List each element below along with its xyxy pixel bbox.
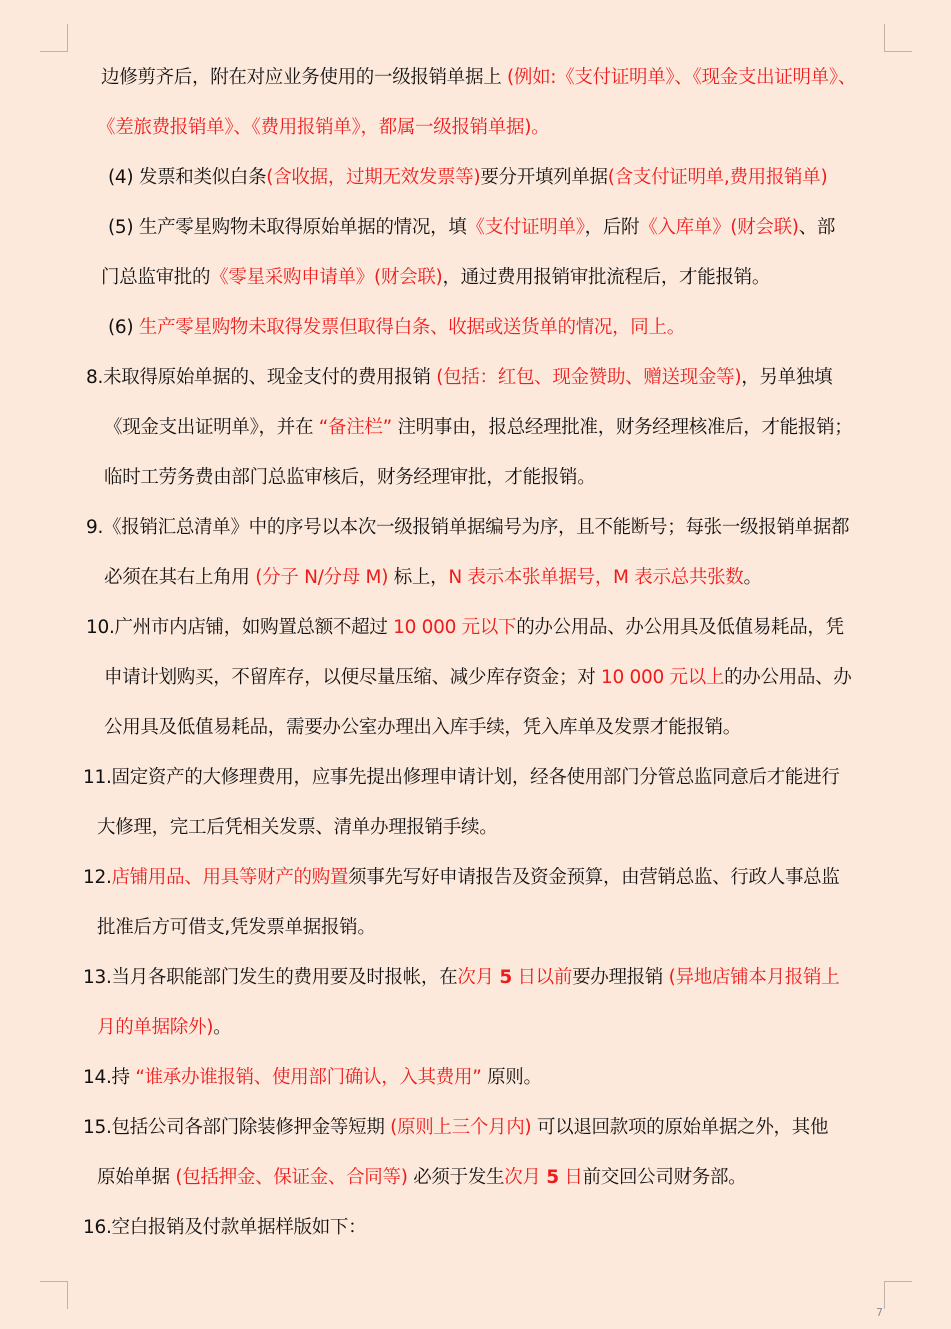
text-line xyxy=(97,1166,746,1190)
body-text: 要分开填列单据 xyxy=(480,167,608,188)
body-text: 10.广州市内店铺，如购置总额不超过 xyxy=(86,617,394,638)
body-text: 前交回公司财务部。 xyxy=(582,1167,747,1188)
highlighted-text: “谁承办谁报销、使用部门确认，入其费用” xyxy=(135,1067,482,1088)
text-line xyxy=(104,416,853,440)
body-text: (4) 发票和类似白条 xyxy=(108,167,267,188)
body-text: 申请计划购买，不留库存，以便尽量压缩、减少库存资金；对 xyxy=(104,667,601,688)
text-line xyxy=(97,816,497,840)
body-text: 大修理，完工后凭相关发票、清单办理报销手续。 xyxy=(97,817,498,838)
highlighted-text: 5 xyxy=(499,967,512,988)
body-text: 12. xyxy=(83,867,112,888)
text-line xyxy=(97,116,549,140)
highlighted-text: 店铺用品、用具等财产的购置 xyxy=(111,867,349,888)
text-line xyxy=(83,1066,542,1090)
body-text: 15.包括公司各部门除装修押金等短期 xyxy=(83,1117,391,1138)
body-text: 11.固定资产的大修理费用，应事先提出修理申请计划，经各使用部门分管总监同意后才能进行 xyxy=(83,767,840,788)
highlighted-text: 次月 xyxy=(457,967,500,988)
text-line xyxy=(101,266,770,290)
highlighted-text: (异地店铺本月报销上 xyxy=(668,967,840,988)
highlighted-text: (包括押金、保证金、合同等) xyxy=(175,1167,408,1188)
body-text: 临时工劳务费由部门总监审核后，财务经理审批，才能报销。 xyxy=(104,467,596,488)
body-text: 批准后方可借支,凭发票单据报销。 xyxy=(97,917,376,938)
highlighted-text: 月的单据除外) xyxy=(97,1017,214,1038)
body-text: ，通过费用报销审批流程后，才能报销。 xyxy=(442,267,771,288)
highlighted-text: 生产零星购物未取得发票但取得白条、收据或送货单的情况，同上。 xyxy=(138,317,685,338)
highlighted-text: 10 000 元以下 xyxy=(393,617,517,638)
highlighted-text: 《差旅费报销单》、《费用报销单》，都属一级报销单据)。 xyxy=(97,117,550,138)
body-text: 可以退回款项的原始单据之外，其他 xyxy=(531,1117,829,1138)
highlighted-text: N 表示本张单据号，M 表示总共张数 xyxy=(448,567,744,588)
text-line xyxy=(83,1116,828,1140)
body-text: 13.当月各职能部门发生的费用要及时报帐，在 xyxy=(83,967,458,988)
body-text: 注明事由，报总经理批准，财务经理核准后，才能报销； xyxy=(391,417,853,438)
text-line xyxy=(101,66,856,90)
text-line xyxy=(104,566,762,590)
text-line xyxy=(97,916,376,940)
highlighted-text: 《零星采购申请单》(财会联) xyxy=(210,267,443,288)
body-text: 。 xyxy=(743,567,762,588)
body-text: 、部 xyxy=(798,217,836,238)
text-line xyxy=(86,366,832,390)
body-text: 门总监审批的 xyxy=(101,267,211,288)
body-text: 标上， xyxy=(388,567,449,588)
highlighted-text: (分子 N/分母 M) xyxy=(255,567,389,588)
highlighted-text: 5 xyxy=(546,1167,559,1188)
body-text: 原始单据 xyxy=(97,1167,176,1188)
page-number: 7 xyxy=(876,1306,883,1319)
text-line xyxy=(83,966,839,990)
body-text: 须事先写好申请报告及资金预算，由营销总监、行政人事总监 xyxy=(348,867,840,888)
crop-mark-bottom-right xyxy=(884,1281,912,1309)
highlighted-text: (例如:《支付证明单》、《现金支出证明单》、 xyxy=(506,67,857,88)
body-text: 16.空白报销及付款单据样版如下： xyxy=(83,1217,367,1238)
body-text: 的办公用品、办 xyxy=(724,667,852,688)
body-text: 公用具及低值易耗品，需要办公室办理出入库手续，凭入库单及发票才能报销。 xyxy=(104,717,742,738)
text-line xyxy=(104,666,852,690)
text-line xyxy=(108,316,685,340)
body-text: 必须在其右上角用 xyxy=(104,567,256,588)
text-line xyxy=(104,466,595,490)
highlighted-text: (原则上三个月内) xyxy=(390,1117,532,1138)
body-text: 原则。 xyxy=(481,1067,542,1088)
highlighted-text: 日以前 xyxy=(511,967,573,988)
body-text: 14.持 xyxy=(83,1067,136,1088)
text-line xyxy=(108,216,835,240)
highlighted-text: (含支付证明单,费用报销单) xyxy=(607,167,828,188)
highlighted-text: 10 000 元以上 xyxy=(600,667,725,688)
text-line xyxy=(108,166,827,190)
highlighted-text: (含收据，过期无效发票等) xyxy=(266,167,481,188)
body-text: 8.未取得原始单据的、现金支付的费用报销 xyxy=(86,367,437,388)
crop-mark-bottom-left xyxy=(40,1281,68,1309)
highlighted-text: 《支付证明单》 xyxy=(466,217,585,238)
body-text: (6) xyxy=(108,317,139,338)
crop-mark-top-left xyxy=(40,24,68,52)
text-line xyxy=(83,866,840,890)
body-text: 边修剪齐后，附在对应业务使用的一级报销单据上 xyxy=(101,67,507,88)
body-text: ，后附 xyxy=(584,217,640,238)
highlighted-text: (包括：红包、现金赞助、赠送现金等) xyxy=(436,367,742,388)
body-text: 9.《报销汇总清单》中的序号以本次一级报销单据编号为序，且不能断号；每张一级报销单据都 xyxy=(86,517,850,538)
text-line xyxy=(83,1216,366,1240)
highlighted-text: 次月 xyxy=(504,1167,547,1188)
highlighted-text: 《入库单》(财会联) xyxy=(639,217,799,238)
body-text: 。 xyxy=(213,1017,232,1038)
body-text: 《现金支出证明单》，并在 xyxy=(104,417,319,438)
body-text: 要办理报销 xyxy=(572,967,669,988)
text-line xyxy=(83,766,840,790)
text-line xyxy=(86,516,849,540)
body-text: ，另单独填 xyxy=(741,367,833,388)
text-line xyxy=(97,1016,231,1040)
text-line xyxy=(104,716,741,740)
body-text: (5) 生产零星购物未取得原始单据的情况，填 xyxy=(108,217,467,238)
highlighted-text: 日 xyxy=(558,1167,583,1188)
highlighted-text: “备注栏” xyxy=(318,417,392,438)
crop-mark-top-right xyxy=(884,24,912,52)
body-text: 必须于发生 xyxy=(407,1167,505,1188)
body-text: 的办公用品、办公用具及低值易耗品，凭 xyxy=(516,617,844,638)
text-line xyxy=(86,616,844,640)
